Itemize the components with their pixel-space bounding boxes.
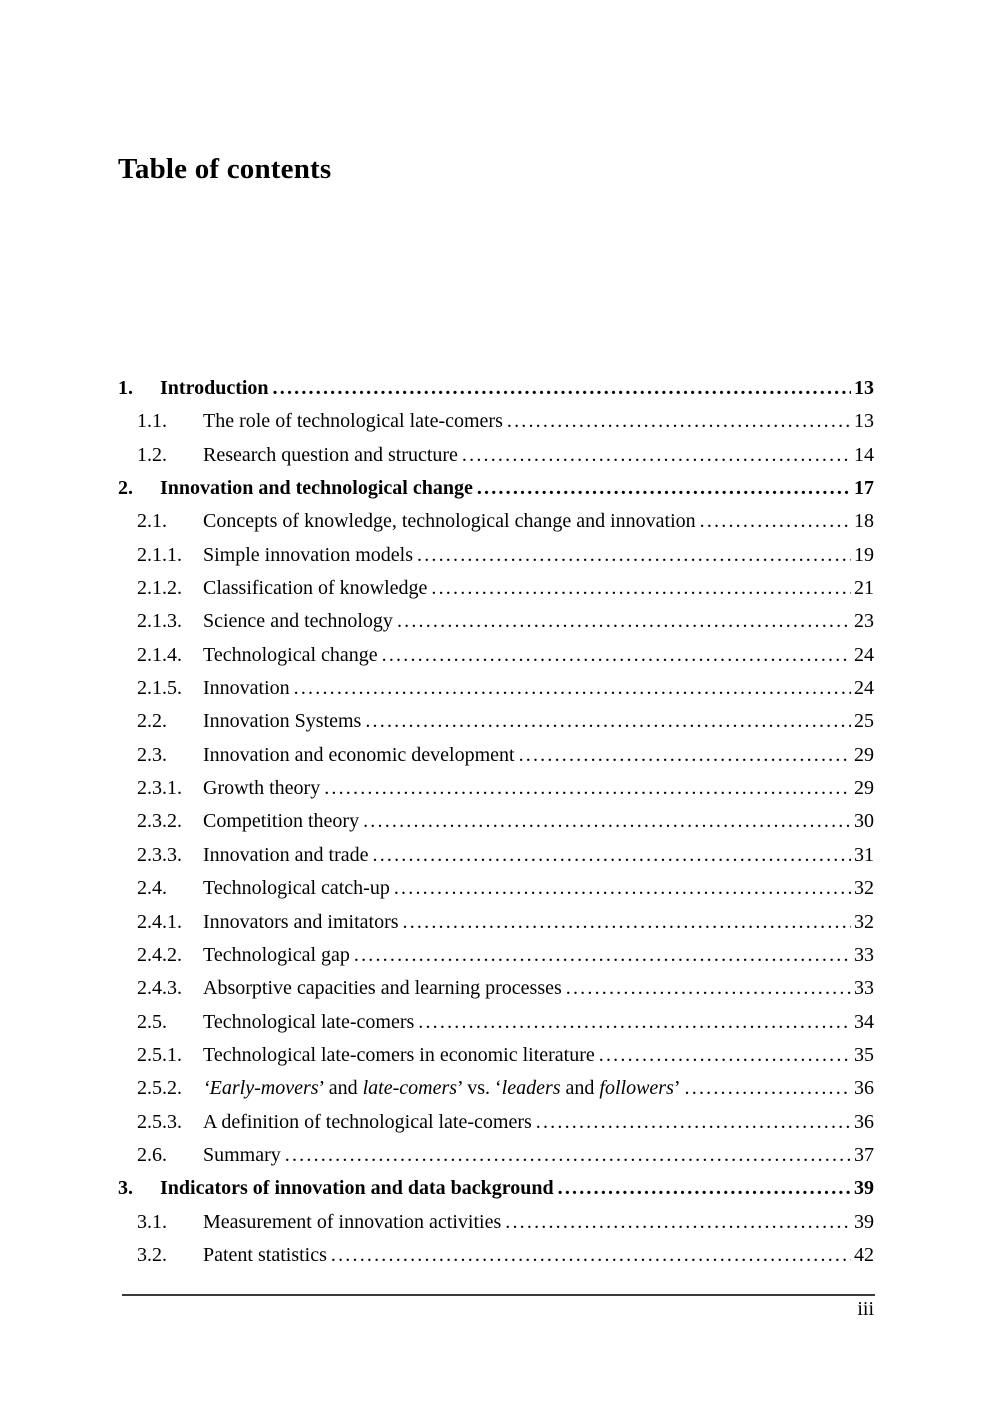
footer-divider bbox=[122, 1294, 875, 1296]
page-title: Table of contents bbox=[118, 153, 332, 185]
toc-entry-page: 39 bbox=[854, 1177, 874, 1200]
toc-entry-title: Technological change bbox=[203, 643, 378, 666]
toc-entry-number: 2.1. bbox=[137, 510, 167, 533]
toc-entry bbox=[118, 439, 874, 472]
toc-entry-page: 32 bbox=[854, 910, 874, 933]
toc-entry-title: Classification of knowledge bbox=[203, 577, 428, 600]
toc-leader-dots bbox=[519, 739, 851, 772]
toc-entry-number: 2.5. bbox=[137, 1010, 167, 1033]
toc-entry-title: Innovation and technological change bbox=[160, 477, 473, 500]
toc-entry bbox=[118, 639, 874, 672]
toc-entry-number: 2.1.4. bbox=[137, 643, 182, 666]
toc-entry bbox=[118, 1006, 874, 1039]
toc-entry-number: 2.6. bbox=[137, 1143, 167, 1166]
toc-entry-page: 23 bbox=[854, 610, 874, 633]
toc-entry-title: Summary bbox=[203, 1143, 281, 1166]
toc-entry-title: Innovators and imitators bbox=[203, 910, 399, 933]
toc-entry-page: 24 bbox=[854, 643, 874, 666]
toc-entry bbox=[118, 1039, 874, 1072]
toc-entry-page: 33 bbox=[854, 977, 874, 1000]
toc-entry-title: A definition of technological late-comers bbox=[203, 1110, 532, 1133]
toc-entry-title: The role of technological late-comers bbox=[203, 410, 503, 433]
toc-entry bbox=[118, 1172, 874, 1205]
toc-entry-title: Innovation Systems bbox=[203, 710, 362, 733]
toc-entry-number: 3. bbox=[118, 1177, 133, 1200]
toc-entry bbox=[118, 705, 874, 738]
toc-entry-page: 31 bbox=[854, 843, 874, 866]
toc-leader-dots bbox=[431, 572, 851, 605]
toc-leader-dots bbox=[294, 672, 851, 705]
toc-leader-dots bbox=[354, 939, 851, 972]
toc-entry-title: Technological late-comers bbox=[203, 1010, 415, 1033]
toc-entry-page: 13 bbox=[854, 377, 874, 399]
toc-entry-number: 2.5.3. bbox=[137, 1110, 182, 1133]
toc-leader-dots bbox=[558, 1172, 851, 1205]
toc-entry-page: 18 bbox=[854, 510, 874, 533]
toc-list bbox=[118, 372, 874, 1272]
toc-entry-number: 2.1.2. bbox=[137, 577, 182, 600]
toc-entry-page: 36 bbox=[854, 1077, 874, 1100]
toc-entry bbox=[118, 405, 874, 438]
toc-entry-title: Technological catch-up bbox=[203, 877, 390, 900]
toc-entry-title: Technological gap bbox=[203, 943, 350, 966]
toc-leader-dots bbox=[536, 1106, 851, 1139]
toc-leader-dots bbox=[363, 805, 851, 838]
toc-entry-title: Simple innovation models bbox=[203, 543, 413, 566]
toc-entry-number: 1. bbox=[118, 377, 133, 399]
toc-entry bbox=[118, 906, 874, 939]
toc-entry bbox=[118, 505, 874, 538]
toc-leader-dots bbox=[507, 405, 851, 438]
toc-entry-number: 2.5.2. bbox=[137, 1077, 182, 1100]
toc-entry-number: 2.5.1. bbox=[137, 1043, 182, 1066]
toc-leader-dots bbox=[700, 505, 851, 538]
toc-leader-dots bbox=[285, 1139, 851, 1172]
toc-entry-number: 2.4.3. bbox=[137, 977, 182, 1000]
toc-leader-dots bbox=[397, 605, 851, 638]
toc-leader-dots bbox=[403, 906, 851, 939]
toc-leader-dots bbox=[417, 539, 851, 572]
toc-entry-number: 2.3. bbox=[137, 743, 167, 766]
toc-entry-page: 25 bbox=[854, 710, 874, 733]
toc-entry-title: Indicators of innovation and data background bbox=[160, 1177, 554, 1200]
toc-entry bbox=[118, 972, 874, 1005]
toc-entry-page: 24 bbox=[854, 677, 874, 700]
toc-entry-title: Introduction bbox=[160, 377, 269, 399]
toc-entry-page: 29 bbox=[854, 743, 874, 766]
toc-entry bbox=[118, 939, 874, 972]
toc-entry bbox=[118, 672, 874, 705]
toc-entry bbox=[118, 1139, 874, 1172]
toc-leader-dots bbox=[382, 639, 851, 672]
footer-page-number: iii bbox=[857, 1298, 874, 1320]
toc-entry-number: 2.4.1. bbox=[137, 910, 182, 933]
toc-entry bbox=[118, 1239, 874, 1272]
toc-leader-dots bbox=[505, 1206, 851, 1239]
toc-leader-dots bbox=[477, 472, 851, 505]
toc-entry-page: 19 bbox=[854, 543, 874, 566]
toc-entry bbox=[118, 872, 874, 905]
toc-entry-page: 35 bbox=[854, 1043, 874, 1066]
toc-entry-page: 17 bbox=[854, 477, 874, 500]
toc-leader-dots bbox=[685, 1072, 851, 1105]
toc-leader-dots bbox=[566, 972, 851, 1005]
toc-leader-dots bbox=[324, 772, 851, 805]
toc-entry-number: 2.1.3. bbox=[137, 610, 182, 633]
toc-leader-dots bbox=[418, 1006, 851, 1039]
toc-entry-page: 32 bbox=[854, 877, 874, 900]
toc-entry-page: 36 bbox=[854, 1110, 874, 1133]
toc-entry-number: 2.3.2. bbox=[137, 810, 182, 833]
toc-entry-page: 21 bbox=[854, 577, 874, 600]
toc-entry-page: 37 bbox=[854, 1143, 874, 1166]
toc-entry-title: Innovation and economic development bbox=[203, 743, 515, 766]
toc-leader-dots bbox=[365, 705, 851, 738]
toc-entry-page: 29 bbox=[854, 777, 874, 800]
toc-entry-number: 2.1.5. bbox=[137, 677, 182, 700]
toc-entry bbox=[118, 605, 874, 638]
toc-entry-title: Research question and structure bbox=[203, 443, 458, 466]
toc-entry bbox=[118, 805, 874, 838]
toc-entry bbox=[118, 472, 874, 505]
toc-leader-dots bbox=[394, 872, 851, 905]
toc-entry-number: 3.2. bbox=[137, 1243, 167, 1266]
toc-entry-number: 2.2. bbox=[137, 710, 167, 733]
toc-leader-dots bbox=[331, 1239, 851, 1272]
toc-entry-number: 2. bbox=[118, 477, 133, 500]
toc-entry-page: 39 bbox=[854, 1210, 874, 1233]
toc-entry-number: 2.3.3. bbox=[137, 843, 182, 866]
toc-entry-title: Growth theory bbox=[203, 777, 321, 800]
toc-entry bbox=[118, 539, 874, 572]
toc-entry-page: 13 bbox=[854, 410, 874, 433]
toc-entry bbox=[118, 739, 874, 772]
toc-entry-number: 1.2. bbox=[137, 443, 167, 466]
toc-entry-page: 34 bbox=[854, 1010, 874, 1033]
toc-entry-number: 2.1.1. bbox=[137, 543, 182, 566]
toc-entry-title: Innovation bbox=[203, 677, 290, 700]
toc-entry-title: Absorptive capacities and learning processes bbox=[203, 977, 562, 1000]
toc-entry-page: 14 bbox=[854, 443, 874, 466]
toc-leader-dots bbox=[599, 1039, 851, 1072]
toc-leader-dots bbox=[373, 839, 852, 872]
toc-entry bbox=[118, 772, 874, 805]
toc-entry-title: Measurement of innovation activities bbox=[203, 1210, 502, 1233]
toc-entry bbox=[118, 372, 874, 405]
toc-entry-number: 1.1. bbox=[137, 410, 167, 433]
toc-leader-dots bbox=[462, 439, 851, 472]
toc-entry-number: 3.1. bbox=[137, 1210, 167, 1233]
toc-entry bbox=[118, 839, 874, 872]
toc-entry-number: 2.3.1. bbox=[137, 777, 182, 800]
toc-entry-page: 42 bbox=[854, 1243, 874, 1266]
toc-leader-dots bbox=[273, 372, 851, 405]
toc-entry-number: 2.4.2. bbox=[137, 943, 182, 966]
toc-entry bbox=[118, 572, 874, 605]
toc-entry-title: Technological late-comers in economic literature bbox=[203, 1043, 595, 1066]
toc-entry-page: 33 bbox=[854, 943, 874, 966]
toc-entry-title: Innovation and trade bbox=[203, 843, 369, 866]
toc-entry-page: 30 bbox=[854, 810, 874, 833]
toc-entry-title: Patent statistics bbox=[203, 1243, 327, 1266]
toc-entry bbox=[118, 1072, 874, 1105]
toc-entry bbox=[118, 1206, 874, 1239]
toc-entry-title: ‘Early-movers’ and late-comers’ vs. ‘leaders and followers’ bbox=[203, 1077, 681, 1100]
toc-entry-title: Science and technology bbox=[203, 610, 393, 633]
toc-entry bbox=[118, 1106, 874, 1139]
toc-entry-title: Concepts of knowledge, technological change and innovation bbox=[203, 510, 696, 533]
toc-entry-number: 2.4. bbox=[137, 877, 167, 900]
toc-entry-title: Competition theory bbox=[203, 810, 360, 833]
